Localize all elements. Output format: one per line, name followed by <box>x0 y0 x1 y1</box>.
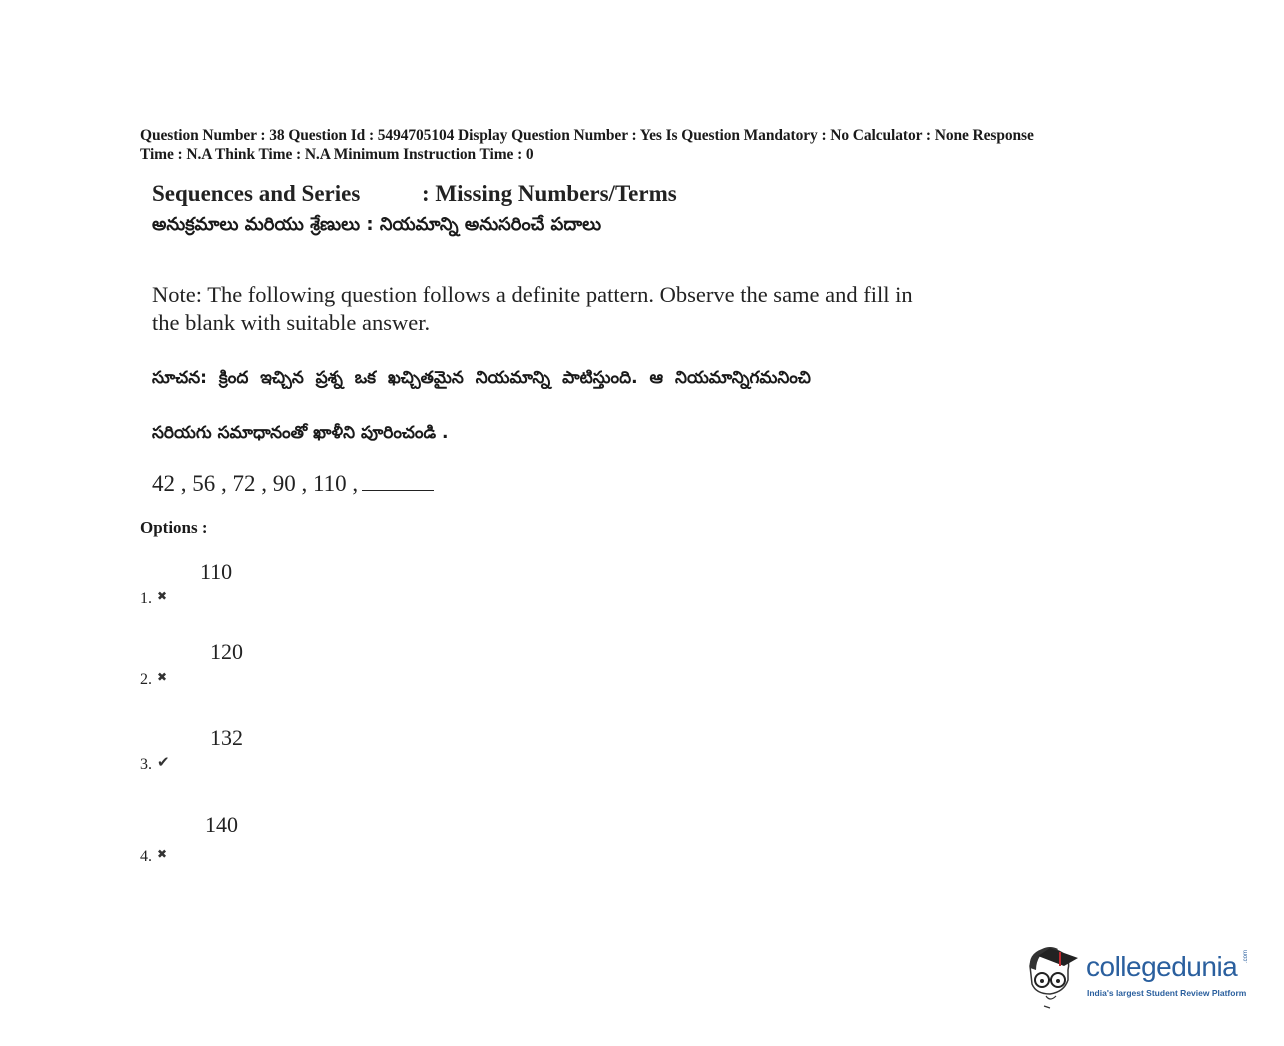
option-number: 1. <box>140 590 152 607</box>
option-2 <box>140 670 167 689</box>
option-3 <box>140 753 170 774</box>
cross-icon: ✖ <box>157 670 168 684</box>
options-label: Options : <box>140 518 208 537</box>
cross-icon: ✖ <box>157 847 168 861</box>
logo-com: .com <box>1243 949 1249 963</box>
check-icon: ✔ <box>157 753 170 771</box>
note-line-1: Note: The following question follows a definite pattern. Observe the same and fill in <box>152 282 913 307</box>
question-meta-line-1: Question Number : 38 Question Id : 5494705104 Display Question Number : Yes Is Question Mandatory : No Calculator : None Response <box>140 127 1034 144</box>
answer-blank <box>362 470 434 491</box>
question-meta-line-2: Time : N.A Think Time : N.A Minimum Instruction Time : 0 <box>140 146 534 163</box>
topic-title: Sequences and Series <box>152 181 361 206</box>
option-4 <box>140 847 167 866</box>
cross-icon: ✖ <box>157 589 168 603</box>
option-4-value: 140 <box>205 812 238 837</box>
telugu-note-line-2: సరియగు సమాధానంతో ఖాళీని పూరించండి . <box>152 423 449 443</box>
option-number: 4. <box>140 848 152 865</box>
sequence-terms: 42 , 56 , 72 , 90 , 110 , <box>152 471 359 496</box>
option-number: 2. <box>140 671 152 688</box>
telugu-note-line-1: సూచన: క్రింద ఇచ్చిన ప్రశ్న ఒక ఖచ్చితమైన నియమాన్ని పాటిస్తుంది. ఆ నియమాన్నిగమనించి <box>152 368 811 388</box>
option-1 <box>140 589 167 608</box>
question-sequence <box>152 470 434 497</box>
topic-telugu: అనుక్రమాలు మరియు శ్రేణులు : నియమాన్ని అనుసరించే పదాలు <box>152 214 602 235</box>
option-1-value: 110 <box>200 559 233 584</box>
logo-tagline: India's largest Student Review Platform <box>1087 988 1247 998</box>
option-2-value: 120 <box>210 639 243 664</box>
note-line-2: the blank with suitable answer. <box>152 310 431 335</box>
topic-subtitle: : Missing Numbers/Terms <box>422 181 677 206</box>
option-number: 3. <box>140 756 152 773</box>
option-3-value: 132 <box>210 725 243 750</box>
logo-brand: collegedunia <box>1086 951 1238 982</box>
